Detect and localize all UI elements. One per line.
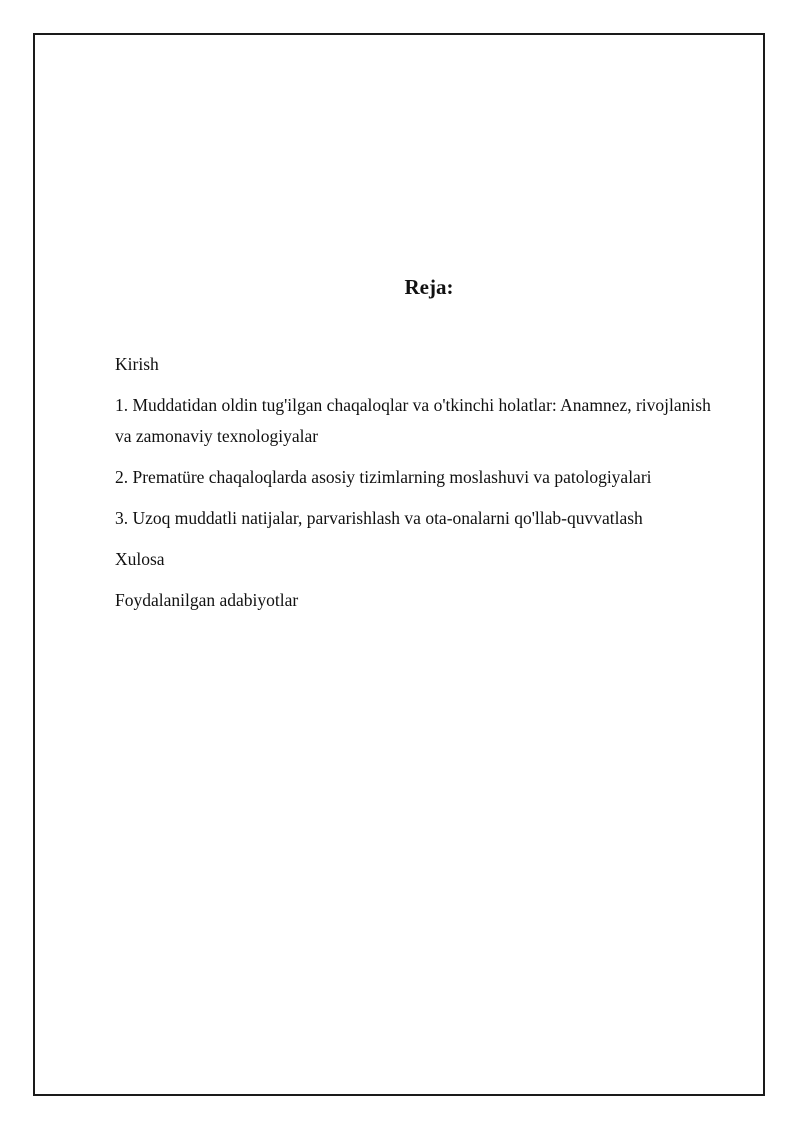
plan-list <box>115 349 715 626</box>
plan-item-3: 3. Uzoq muddatli natijalar, parvarishlash va ota-onalarni qo'llab-quvvatlash <box>115 508 643 528</box>
plan-item-references: Foydalanilgan adabiyotlar <box>115 590 299 610</box>
plan-item-1: 1. Muddatidan oldin tug'ilgan chaqaloqlar va o'tkinchi holatlar: Anamnez, rivojlanish va zamonaviy texnologiyalar <box>115 395 711 446</box>
plan-item-2: 2. Prematüre chaqaloqlarda asosiy tizimlarning moslashuvi va patologiyalari <box>115 467 652 487</box>
plan-item-introduction: Kirish <box>115 354 159 374</box>
plan-title: Reja: <box>404 275 454 299</box>
plan-item-conclusion: Xulosa <box>115 549 165 569</box>
